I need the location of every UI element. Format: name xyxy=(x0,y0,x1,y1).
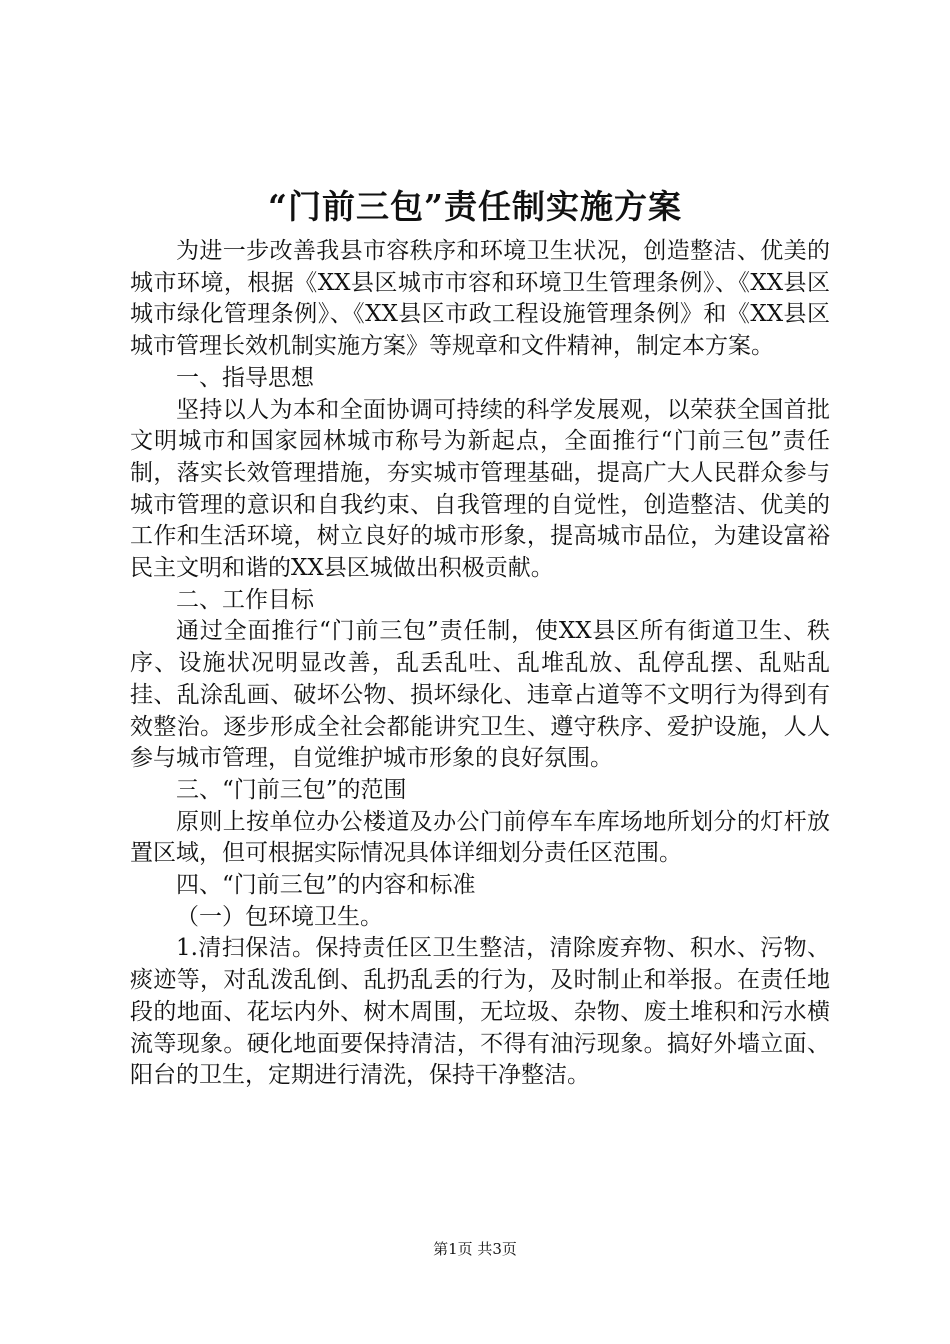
heading-content-standards: 四、“门前三包”的内容和标准 xyxy=(176,872,476,899)
heading-scope: 三、“门前三包”的范围 xyxy=(176,776,407,803)
subheading-environment-hygiene: （一）包环境卫生。 xyxy=(176,903,383,930)
paragraph-scope: 原则上按单位办公楼道及办公门前停车车库场地所划分的灯杆放置区域，但可根据实际情况具体详细划分责任区范围。 xyxy=(130,808,830,867)
page-number-footer: 第1页 共3页 xyxy=(433,1240,517,1258)
document-title: “门前三包”责任制实施方案 xyxy=(268,187,682,226)
paragraph-cleaning: 1.清扫保洁。保持责任区卫生整洁，清除废弃物、积水、污物、痰迹等，对乱泼乱倒、乱扔乱丢的行为，及时制止和举报。在责任地段的地面、花坛内外、树木周围，无垃圾、杂物、废土堆积和污水横流等现象。硬化地面要保持清洁，不得有油污现象。搞好外墙立面、阳台的卫生，定期进行清洗，保持干净整洁。 xyxy=(130,935,830,1089)
paragraph-work-goals: 通过全面推行“门前三包”责任制，使XX县区所有街道卫生、秩序、设施状况明显改善，乱丢乱吐、乱堆乱放、乱停乱摆、乱贴乱挂、乱涂乱画、破坏公物、损坏绿化、违章占道等不文明行为得到有效整治。逐步形成全社会都能讲究卫生、遵守秩序、爱护设施，人人参与城市管理，自觉维护城市形象的良好氛围。 xyxy=(130,618,830,772)
paragraph-intro: 为进一步改善我县市容秩序和环境卫生状况，创造整洁、优美的城市环境，根据《XX县区城市市容和环境卫生管理条例》、《XX县区城市绿化管理条例》、《XX县区市政工程设施管理条例》和《XX县区城市管理长效机制实施方案》等规章和文件精神，制定本方案。 xyxy=(130,238,830,360)
document-body xyxy=(130,236,830,1092)
heading-work-goals: 二、工作目标 xyxy=(176,586,314,613)
heading-guiding-thought: 一、指导思想 xyxy=(176,364,314,391)
paragraph-guiding-thought: 坚持以人为本和全面协调可持续的科学发展观，以荣获全国首批文明城市和国家园林城市称号为新起点，全面推行“门前三包”责任制，落实长效管理措施，夯实城市管理基础，提高广大人民群众参与城市管理的意识和自我约束、自我管理的自觉性，创造整洁、优美的工作和生活环境，树立良好的城市形象，提高城市品位，为建设富裕民主文明和谐的XX县区城做出积极贡献。 xyxy=(130,396,830,582)
